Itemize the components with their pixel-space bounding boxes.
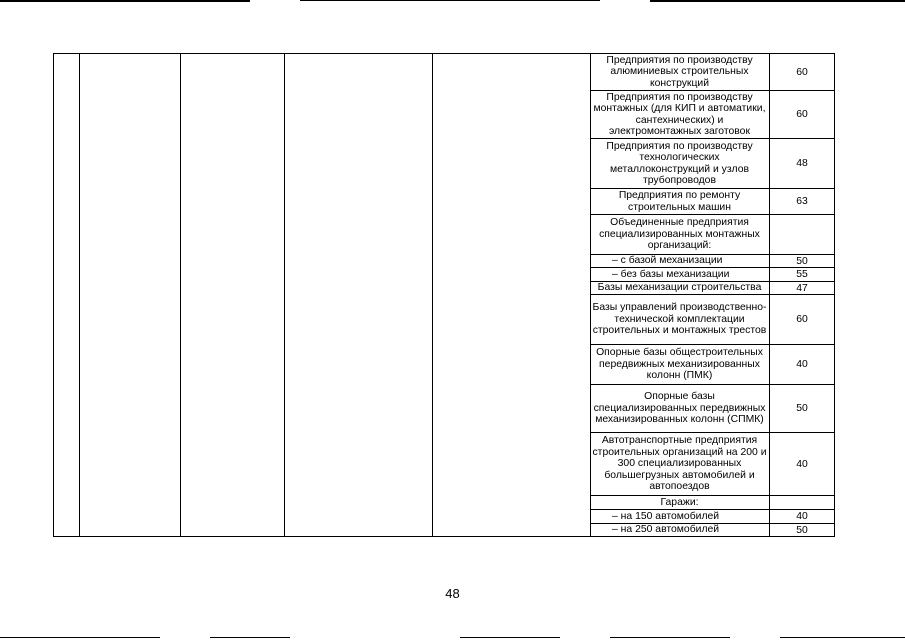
row-value: 40 <box>769 345 834 384</box>
bottom-edge-line-1 <box>0 637 160 638</box>
row-name: Предприятия по производству алюминиевых строительных конструкций <box>606 54 753 89</box>
table-row <box>590 138 834 188</box>
row-name: – с базой механизации <box>612 255 723 267</box>
bottom-edge-line-2 <box>210 637 290 638</box>
row-name: Опорные базы специализированных передвижных механизированных колонн (СПМК) <box>593 391 766 426</box>
table-row <box>590 188 834 214</box>
row-value: 47 <box>769 282 834 294</box>
row-name: Автотранспортные предприятия строительных организаций на 200 и 300 специализированных большегрузных автомобилей и автопоездов <box>592 435 767 493</box>
row-name: – без базы механизации <box>612 268 730 280</box>
row-name: Предприятия по производству монтажных (для КИП и автоматики, сантехнических) и электромонтажных заготовок <box>593 91 766 137</box>
row-value: 48 <box>769 139 834 188</box>
top-edge-line-right <box>650 0 905 2</box>
row-value: 63 <box>769 189 834 214</box>
bottom-edge-line-3 <box>460 637 560 638</box>
row-name: Базы механизации строительства <box>597 282 762 294</box>
row-name: Объединенные предприятия специализированных монтажных организаций: <box>599 217 760 252</box>
bottom-edge-line-5 <box>780 637 905 638</box>
table-row <box>590 281 834 294</box>
table-row <box>590 384 834 432</box>
table-row <box>590 254 834 267</box>
row-value: 60 <box>769 295 834 344</box>
row-name: Предприятия по ремонту строительных машин <box>618 190 741 213</box>
table-row <box>590 54 834 90</box>
column-divider-3 <box>284 54 285 536</box>
column-divider-1 <box>79 54 80 536</box>
row-value: 50 <box>769 385 834 432</box>
row-name: – на 250 автомобилей <box>612 524 720 536</box>
row-name: Опорные базы общестроительных передвижных механизированных колонн (ПМК) <box>596 347 763 382</box>
bottom-edge-line-4 <box>610 637 730 638</box>
row-name: Гаражи: <box>660 496 699 508</box>
top-edge-line-left <box>0 0 250 2</box>
column-divider-2 <box>180 54 181 536</box>
row-name: Базы управлений производственно-технической комплектации строительных и монтажных трестов <box>592 302 767 337</box>
row-name: Предприятия по производству технологических металлоконструкций и узлов трубопроводов <box>606 140 753 186</box>
table-row <box>590 344 834 384</box>
table-row <box>590 495 834 509</box>
row-value: 40 <box>769 510 834 523</box>
row-name: – на 150 автомобилей <box>612 510 720 522</box>
row-value: 50 <box>769 524 834 536</box>
top-edge-line-mid <box>300 0 600 1</box>
table-row <box>590 523 834 536</box>
table-row <box>590 432 834 495</box>
row-value <box>769 215 834 254</box>
row-value: 50 <box>769 255 834 267</box>
column-divider-4 <box>432 54 433 536</box>
row-value: 55 <box>769 268 834 281</box>
table-row <box>590 214 834 254</box>
row-value <box>769 496 834 509</box>
table-row <box>590 267 834 281</box>
row-value: 60 <box>769 91 834 138</box>
table-row <box>590 509 834 523</box>
table-frame <box>53 53 835 537</box>
table-row <box>590 90 834 138</box>
page-number: 48 <box>445 586 460 601</box>
row-value: 40 <box>769 433 834 495</box>
row-value: 60 <box>769 54 834 90</box>
table-row <box>590 294 834 344</box>
